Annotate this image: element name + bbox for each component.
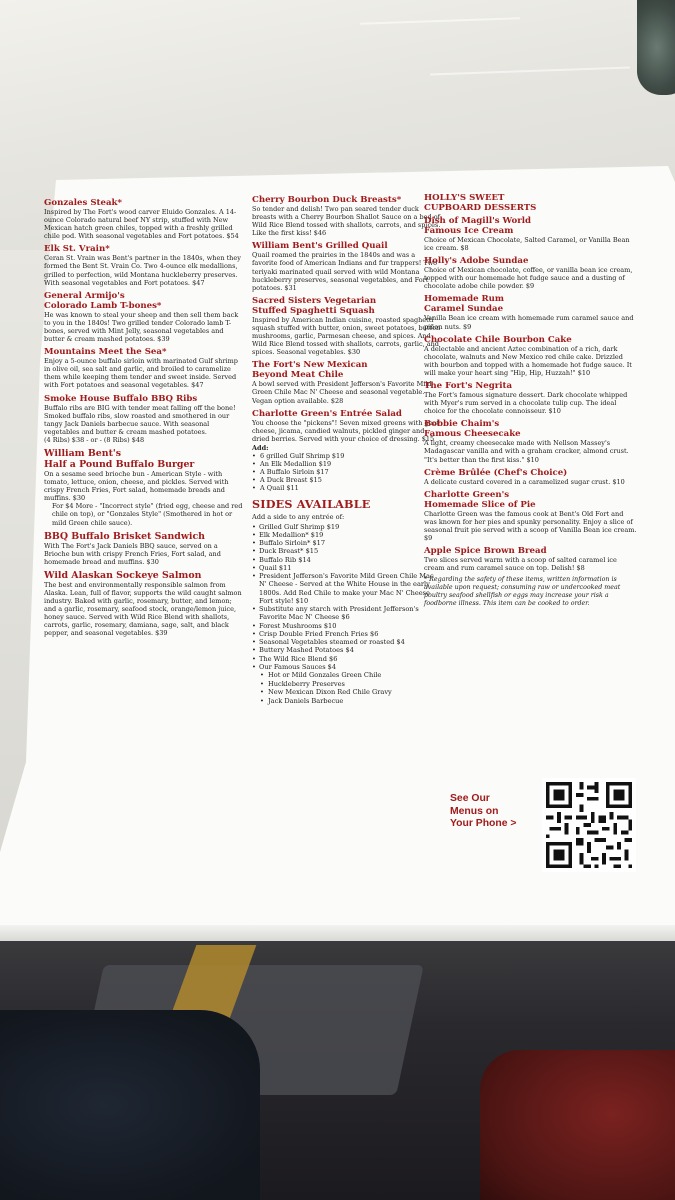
menu-item-desc: On a sesame seed brioche bun - American Style - with tomato, lettuce, onion, cheese, and pickles. Served with crispy French Fries, Fort salad, homemade breads and muffins. $30 xyxy=(44,469,229,503)
dessert-title: Homemade Rum Caramel Sundae xyxy=(424,294,505,315)
salad-addons xyxy=(252,444,442,492)
dessert-title: Charlotte Green's Homemade Slice of Pie xyxy=(424,489,536,510)
menu-item-title: General Armijo's Colorado Lamb T-bones* xyxy=(44,290,162,311)
menu-item-title: Smoke House Buffalo BBQ Ribs xyxy=(44,393,198,404)
menu-column-desserts xyxy=(424,193,638,608)
menu-item-desc: Inspired by American Indian cuisine, roasted spaghetti squash stuffed with butter, onion, sweet potatoes, button mushrooms, garlic, Parmesan cheese, and spices. And Wild Rice Blend tossed with shallots, carrots, garlic, and spices. Seasonal vegetables. $30 xyxy=(252,315,441,357)
dessert-desc: Choice of Mexican chocolate, coffee, or vanilla bean ice cream, topped with our homemade hot fudge sauce and a dusting of chocolate adobe chile powder. $9 xyxy=(424,266,633,291)
dessert-item xyxy=(424,419,638,463)
side-item: • The Wild Rice Blend $6 xyxy=(252,655,442,663)
dessert-desc: Charlotte Green was the famous cook at Bent's Old Fort and was known for her pies and spunky personality. Enjoy a slice of seasonal fruit pie served with a scoop of Vanilla Bean ice cream. $9 xyxy=(424,509,637,542)
menu-item-desc: Quail roamed the prairies in the 1840s and was a favorite food of American Indians and fur trappers! Two teriyaki marinated quail served with wild Montana huckleberry preserves, seasonal vegetables, and Fort potatoes. $31 xyxy=(252,251,438,292)
dessert-desc: Vanilla Bean ice cream with homemade rum caramel sauce and piñon nuts. $9 xyxy=(424,314,634,331)
dessert-title: Apple Spice Brown Bread xyxy=(424,546,547,557)
qr-code-icon[interactable] xyxy=(542,778,636,872)
sauce-item: • Huckleberry Preserves xyxy=(260,680,442,689)
dessert-desc: The Fort's famous signature dessert. Dark chocolate whipped with Myer's rum served in a chocolate tulip cup. The ideal choice for the chocolate connoisseur. $10 xyxy=(424,391,628,416)
dessert-item xyxy=(424,490,638,542)
menu-paper-edge xyxy=(0,925,675,941)
dessert-item xyxy=(424,294,638,330)
sides-heading: SIDES AVAILABLE xyxy=(252,497,371,512)
menu-item-title: Elk St. Vrain* xyxy=(44,244,110,255)
side-item: • Crisp Double Fried French Fries $6 xyxy=(252,630,442,638)
dessert-desc: Choice of Mexican Chocolate, Salted Caramel, or Vanilla Bean ice cream. $8 xyxy=(424,236,630,253)
sides-list xyxy=(252,523,442,672)
dessert-title: Holly's Adobe Sundae xyxy=(424,256,529,267)
dessert-item xyxy=(424,216,638,252)
menu-item xyxy=(252,360,442,404)
menu-item-title: Sacred Sisters Vegetarian Stuffed Spaghetti Squash xyxy=(252,295,377,316)
dessert-title: Bobbie Chaim's Famous Cheesecake xyxy=(424,419,521,440)
menu-item xyxy=(44,198,244,240)
side-item: • Quail $11 xyxy=(252,564,442,572)
menu-item-desc: The best and environmentally responsible salmon from Alaska. Lean, full of flavor, supports the wild caught salmon industry. Baked with garlic, rosemary, butter, and lemon; and a garlic, rosemary, seafood stock, orange/lemon juice, honey sauce. Served with Wild Rice Blend with shallots, carrots, garlic, rosemary, damiana, sage, salt, and black pepper, and seasonal vegetables. $39 xyxy=(44,580,242,638)
side-item: • Buttery Mashed Potatoes $4 xyxy=(252,646,442,654)
side-item: • Duck Breast* $15 xyxy=(252,547,442,555)
menu-item-title: Cherry Bourbon Duck Breasts* xyxy=(252,195,402,205)
menu-item-desc: A bowl served with President Jefferson's Favorite Mild Green Chile Mac N' Cheese and seasonal vegetable. Vegan option available. $28 xyxy=(252,380,432,405)
menu-item-title: Gonzales Steak* xyxy=(44,198,122,208)
sauces-list xyxy=(252,671,442,705)
qr-menu-link[interactable]: See Our Menus on Your Phone > xyxy=(450,793,517,829)
menu-item-price-note: (4 Ribs) $38 - or - (8 Ribs) $48 xyxy=(44,435,145,444)
menu-item-desc: Enjoy a 5-ounce buffalo sirloin with marinated Gulf shrimp in olive oil, sea salt and garlic, and broiled to caramelize them while keeping them tender and sweet inside. Served with Fort potatoes and seasonal vegetables. $47 xyxy=(44,357,238,390)
menu-column-entrees-2 xyxy=(252,195,442,705)
menu-item-desc: Ceran St. Vrain was Bent's partner in the 1840s, when they formed the Bent St. Vrain Co. Two 4-ounce elk medallions, grilled to perfection, wild Montana huckleberry preserves. With seasonal vegetables and Fort potatoes. $47 xyxy=(44,254,241,287)
addon-item: • A Duck Breast $15 xyxy=(252,476,442,484)
menu-item-title: Mountains Meet the Sea* xyxy=(44,347,167,358)
side-item: • President Jefferson's Favorite Mild Green Chile Mac N' Cheese - Served at the White House in the early 1800s. Add Red Chile to make your Mac N' Cheese Fort style! $10 xyxy=(252,572,442,605)
dessert-desc: A light, creamy cheesecake made with Nellson Massey's Madagascar vanilla and with a graham cracker, almond crust. "It's better than the first kiss." $10 xyxy=(424,439,629,464)
side-item: • Buffalo Sirloin* $17 xyxy=(252,539,442,547)
menu-item xyxy=(44,291,244,343)
menu-item-upgrade-note: For $4 More - "Incorrect style" (fried egg, cheese and red chile on top), or "Gonzales Style" (Smothered in hot or mild Green chile sauce). xyxy=(52,502,243,527)
menu-item-title: William Bent's Half a Pound Buffalo Burger xyxy=(44,447,195,470)
qr-block xyxy=(450,790,640,880)
dessert-item xyxy=(424,468,638,486)
sauce-item: • Jack Daniels Barbecue xyxy=(260,697,442,706)
dessert-item xyxy=(424,381,638,415)
dessert-title: Crème Brûlée (Chef's Choice) xyxy=(424,467,568,478)
menu-item-desc: With The Fort's Jack Daniels BBQ sauce, served on a Brioche bun with crispy French Fries, Fort salad, and homemade bread and muffins. $30 xyxy=(44,541,221,566)
dessert-item xyxy=(424,256,638,290)
menu-item xyxy=(44,394,244,444)
menu-item xyxy=(252,241,442,291)
dessert-desc: A delicate custard covered in a caramelized sugar crust. $10 xyxy=(424,477,625,486)
menu-item xyxy=(44,570,244,638)
side-item: • Seasonal Vegetables steamed or roasted $4 xyxy=(252,638,442,646)
menu-item xyxy=(44,244,244,286)
dessert-item xyxy=(424,335,638,377)
addon-item: • A Quail $11 xyxy=(252,484,442,492)
menu-item-title: BBQ Buffalo Brisket Sandwich xyxy=(44,530,205,542)
menu-item xyxy=(44,347,244,389)
menu-item xyxy=(252,195,442,237)
desserts-heading: HOLLY'S SWEET CUPBOARD DESSERTS xyxy=(424,193,537,213)
addon-item: • A Buffalo Sirloin $17 xyxy=(252,468,442,476)
addon-item: • An Elk Medallion $19 xyxy=(252,460,442,468)
menu-item-title: The Fort's New Mexican Beyond Meat Chile xyxy=(252,360,368,381)
menu-item xyxy=(252,296,442,356)
food-safety-disclaimer: * Regarding the safety of these items, written information is available upon request; consuming raw or undercooked meat poultry seafood shellfish or eggs may increase your risk a foodborne illness. This item can be cooked to order. xyxy=(424,576,621,608)
menu-item-desc: So tender and delish! Two pan seared tender duck breasts with a Cherry Bourbon Shallot Sauce on a bed of Wild Rice Blend tossed with shallots, carrots, and spices. Like the first kiss! $46 xyxy=(252,205,441,238)
side-item: • Elk Medallion* $19 xyxy=(252,531,442,539)
menu-item-title: Charlotte Green's Entrée Salad xyxy=(252,408,402,419)
side-item: • Buffalo Rib $14 xyxy=(252,556,442,564)
dessert-title: The Fort's Negrita xyxy=(424,381,513,392)
water-glass xyxy=(637,0,675,95)
addon-item: • 6 grilled Gulf Shrimp $19 xyxy=(252,452,442,460)
menu-column-entrees-1 xyxy=(44,198,244,642)
dessert-desc: Two slices served warm with a scoop of salted caramel ice cream and rum caramel sauce on top. Delish! $8 xyxy=(424,556,617,573)
menu-item-desc: You choose the "pickens"! Seven mixed greens with goat cheese, jicama, candied walnuts, pickled ginger and dried berries. Served with your choice of dressing. $15 xyxy=(252,418,440,443)
side-item: • Grilled Gulf Shrimp $19 xyxy=(252,523,442,531)
dark-chair xyxy=(0,1010,260,1200)
sauce-item: • New Mexican Dixon Red Chile Gravy xyxy=(260,688,442,697)
dessert-item xyxy=(424,546,638,572)
menu-item-desc: Buffalo ribs are BIG with tender meat falling off the bone! Smoked buffalo ribs, slow roasted and smothered in our tangy Jack Daniels barbecue sauce. With seasonal vegetables and butter & cream mashed potatoes. xyxy=(44,403,236,436)
side-item: • Forest Mushrooms $10 xyxy=(252,622,442,630)
menu-item-title: William Bent's Grilled Quail xyxy=(252,241,388,252)
menu-item xyxy=(252,409,442,493)
side-item: • Our Famous Sauces $4 xyxy=(252,663,442,671)
menu-item-title: Wild Alaskan Sockeye Salmon xyxy=(44,569,202,581)
sauce-item: • Hot or Mild Gonzales Green Chile xyxy=(260,671,442,680)
side-item: • Substitute any starch with President Jefferson's Favorite Mac N' Cheese $6 xyxy=(252,605,442,622)
addons-label: Add: xyxy=(252,443,269,452)
dessert-title: Chocolate Chile Bourbon Cake xyxy=(424,334,572,345)
menu-item xyxy=(44,531,244,566)
menu-item-desc: Inspired by The Fort's wood carver Eluido Gonzales. A 14-ounce Colorado natural beef NY strip, stuffed with New Mexican hatch green chiles, topped with a freshly grilled chile pod. With seasonal vegetables and Fort potatoes. $54 xyxy=(44,208,239,241)
menu-item-desc: He was known to steal your sheep and then sell them back to you in the 1840s! Two grilled tender Colorado lamb T-bones, served with Mint Jelly, seasonal vegetables and butter & cream mashed potatoes. $39 xyxy=(44,310,239,344)
dessert-desc: A delectable and ancient Aztec combination of a rich, dark chocolate, walnuts and New Mexico red chile cake. Drizzled with bourbon and topped with a homemade hot fudge sauce. It will make your heart sing "Hip, Hip, Huzzah!" $10 xyxy=(424,344,632,377)
sides-intro: Add a side to any entrée of: xyxy=(252,513,345,522)
menu-item xyxy=(44,448,244,527)
red-chair xyxy=(480,1050,675,1200)
dessert-title: Dish of Magill's World Famous Ice Cream xyxy=(424,216,532,236)
